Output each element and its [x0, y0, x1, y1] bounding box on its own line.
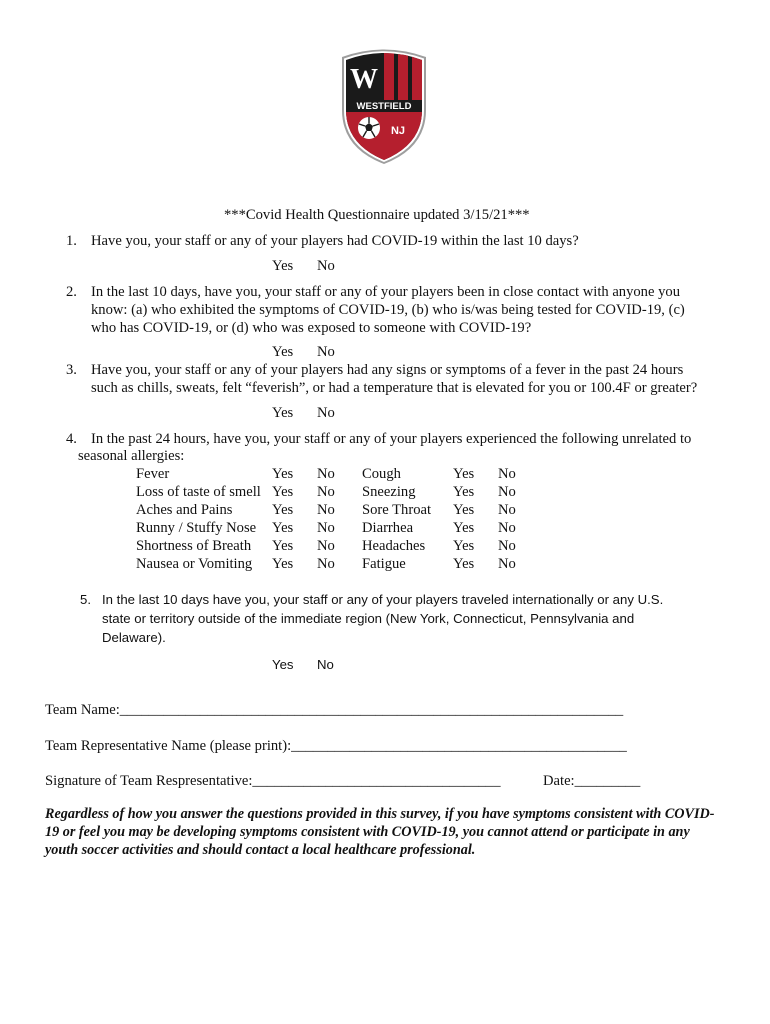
question-text-line: know: (a) who exhibited the symptoms of COVID-19, (b) who is/was being tested for COVID-19, (c)	[91, 302, 685, 318]
yes-option[interactable]: Yes	[272, 258, 294, 274]
symptom-label: Runny / Stuffy Nose	[136, 520, 257, 536]
no-option[interactable]: No	[498, 502, 516, 518]
no-option[interactable]: No	[317, 258, 335, 274]
yes-option[interactable]: Yes	[272, 405, 294, 421]
symptom-label: Sneezing	[362, 484, 416, 500]
yes-option[interactable]: Yes	[453, 466, 475, 482]
yes-option[interactable]: Yes	[272, 502, 294, 518]
yes-option[interactable]: Yes	[272, 520, 294, 536]
yes-option[interactable]: Yes	[272, 344, 294, 360]
symptom-label: Sore Throat	[362, 502, 432, 518]
no-option[interactable]: No	[317, 484, 335, 500]
question-number: 4.	[66, 431, 77, 447]
question-text-line: Have you, your staff or any of your players had any signs or symptoms of a fever in the past 24 hours	[91, 362, 684, 378]
yes-option[interactable]: Yes	[453, 484, 475, 500]
yes-option[interactable]: Yes	[272, 538, 294, 554]
no-option[interactable]: No	[498, 556, 516, 572]
symptom-label: Aches and Pains	[136, 502, 233, 518]
question-text-line: Delaware).	[102, 630, 166, 645]
yes-option[interactable]: Yes	[272, 657, 294, 672]
symptom-label: Nausea or Vomiting	[136, 556, 253, 572]
no-option[interactable]: No	[317, 405, 335, 421]
yes-option[interactable]: Yes	[272, 466, 294, 482]
no-option[interactable]: No	[317, 520, 335, 536]
no-option[interactable]: No	[317, 556, 335, 572]
symptom-label: Headaches	[362, 538, 426, 554]
question-text-line: In the past 24 hours, have you, your staff or any of your players experienced the following unrelated to	[91, 431, 692, 447]
yes-option[interactable]: Yes	[272, 556, 294, 572]
no-option[interactable]: No	[317, 538, 335, 554]
page-title: ***Covid Health Questionnaire updated 3/15/21***	[224, 207, 530, 223]
disclaimer-text: Regardless of how you answer the questions provided in this survey, if you have symptoms consistent with COVID-19 or feel you may be developing symptoms consistent with COVID-19, you cannot attend or participate in any youth soccer activities and should contact a local healthcare professional.	[45, 806, 715, 858]
yes-option[interactable]: Yes	[453, 520, 475, 536]
symptom-label: Diarrhea	[362, 520, 414, 536]
no-option[interactable]: No	[498, 520, 516, 536]
question-number: 1.	[66, 233, 77, 249]
question-text: Have you, your staff or any of your players had COVID-19 within the last 10 days?	[91, 233, 579, 249]
symptom-label: Fatigue	[362, 556, 406, 572]
question-number: 2.	[66, 284, 77, 300]
no-option[interactable]: No	[317, 657, 334, 672]
symptom-label: Cough	[362, 466, 401, 482]
question-number: 5.	[80, 592, 91, 607]
no-option[interactable]: No	[317, 466, 335, 482]
logo-nj-text: NJ	[390, 125, 406, 137]
date-field[interactable]: Date:_________	[543, 773, 641, 789]
question-text-line: In the last 10 days, have you, your staff or any of your players been in close contact with anyone you	[91, 284, 680, 300]
symptom-label: Fever	[136, 466, 170, 482]
yes-option[interactable]: Yes	[453, 502, 475, 518]
team-name-field[interactable]: Team Name:_____________________________________________________________________	[45, 702, 624, 718]
westfield-nj-crest-logo	[336, 48, 432, 164]
question-text-line: state or territory outside of the immediate region (New York, Connecticut, Pennsylvania and	[102, 611, 635, 626]
signature-field[interactable]: Signature of Team Respresentative:__________________________________	[45, 773, 501, 789]
no-option[interactable]: No	[317, 344, 335, 360]
question-text-line: seasonal allergies:	[78, 448, 185, 464]
question-text-line: such as chills, sweats, felt “feverish”, or had a temperature that is elevated for you or 100.4F or greater?	[91, 380, 698, 396]
yes-option[interactable]: Yes	[272, 484, 294, 500]
yes-option[interactable]: Yes	[453, 556, 475, 572]
logo-westfield-text: WESTFIELD	[356, 101, 412, 112]
logo-monogram: W	[350, 64, 378, 95]
no-option[interactable]: No	[498, 484, 516, 500]
question-text-line: In the last 10 days have you, your staff or any of your players traveled internationally or any U.S.	[102, 592, 664, 607]
team-representative-name-field[interactable]: Team Representative Name (please print):______________________________________________	[45, 738, 627, 754]
yes-option[interactable]: Yes	[453, 538, 475, 554]
symptom-label: Loss of taste of smell	[136, 484, 261, 500]
question-number: 3.	[66, 362, 77, 378]
symptom-label: Shortness of Breath	[136, 538, 252, 554]
question-text-line: who has COVID-19, or (d) who was exposed to someone with COVID-19?	[91, 320, 532, 336]
no-option[interactable]: No	[317, 502, 335, 518]
no-option[interactable]: No	[498, 538, 516, 554]
no-option[interactable]: No	[498, 466, 516, 482]
